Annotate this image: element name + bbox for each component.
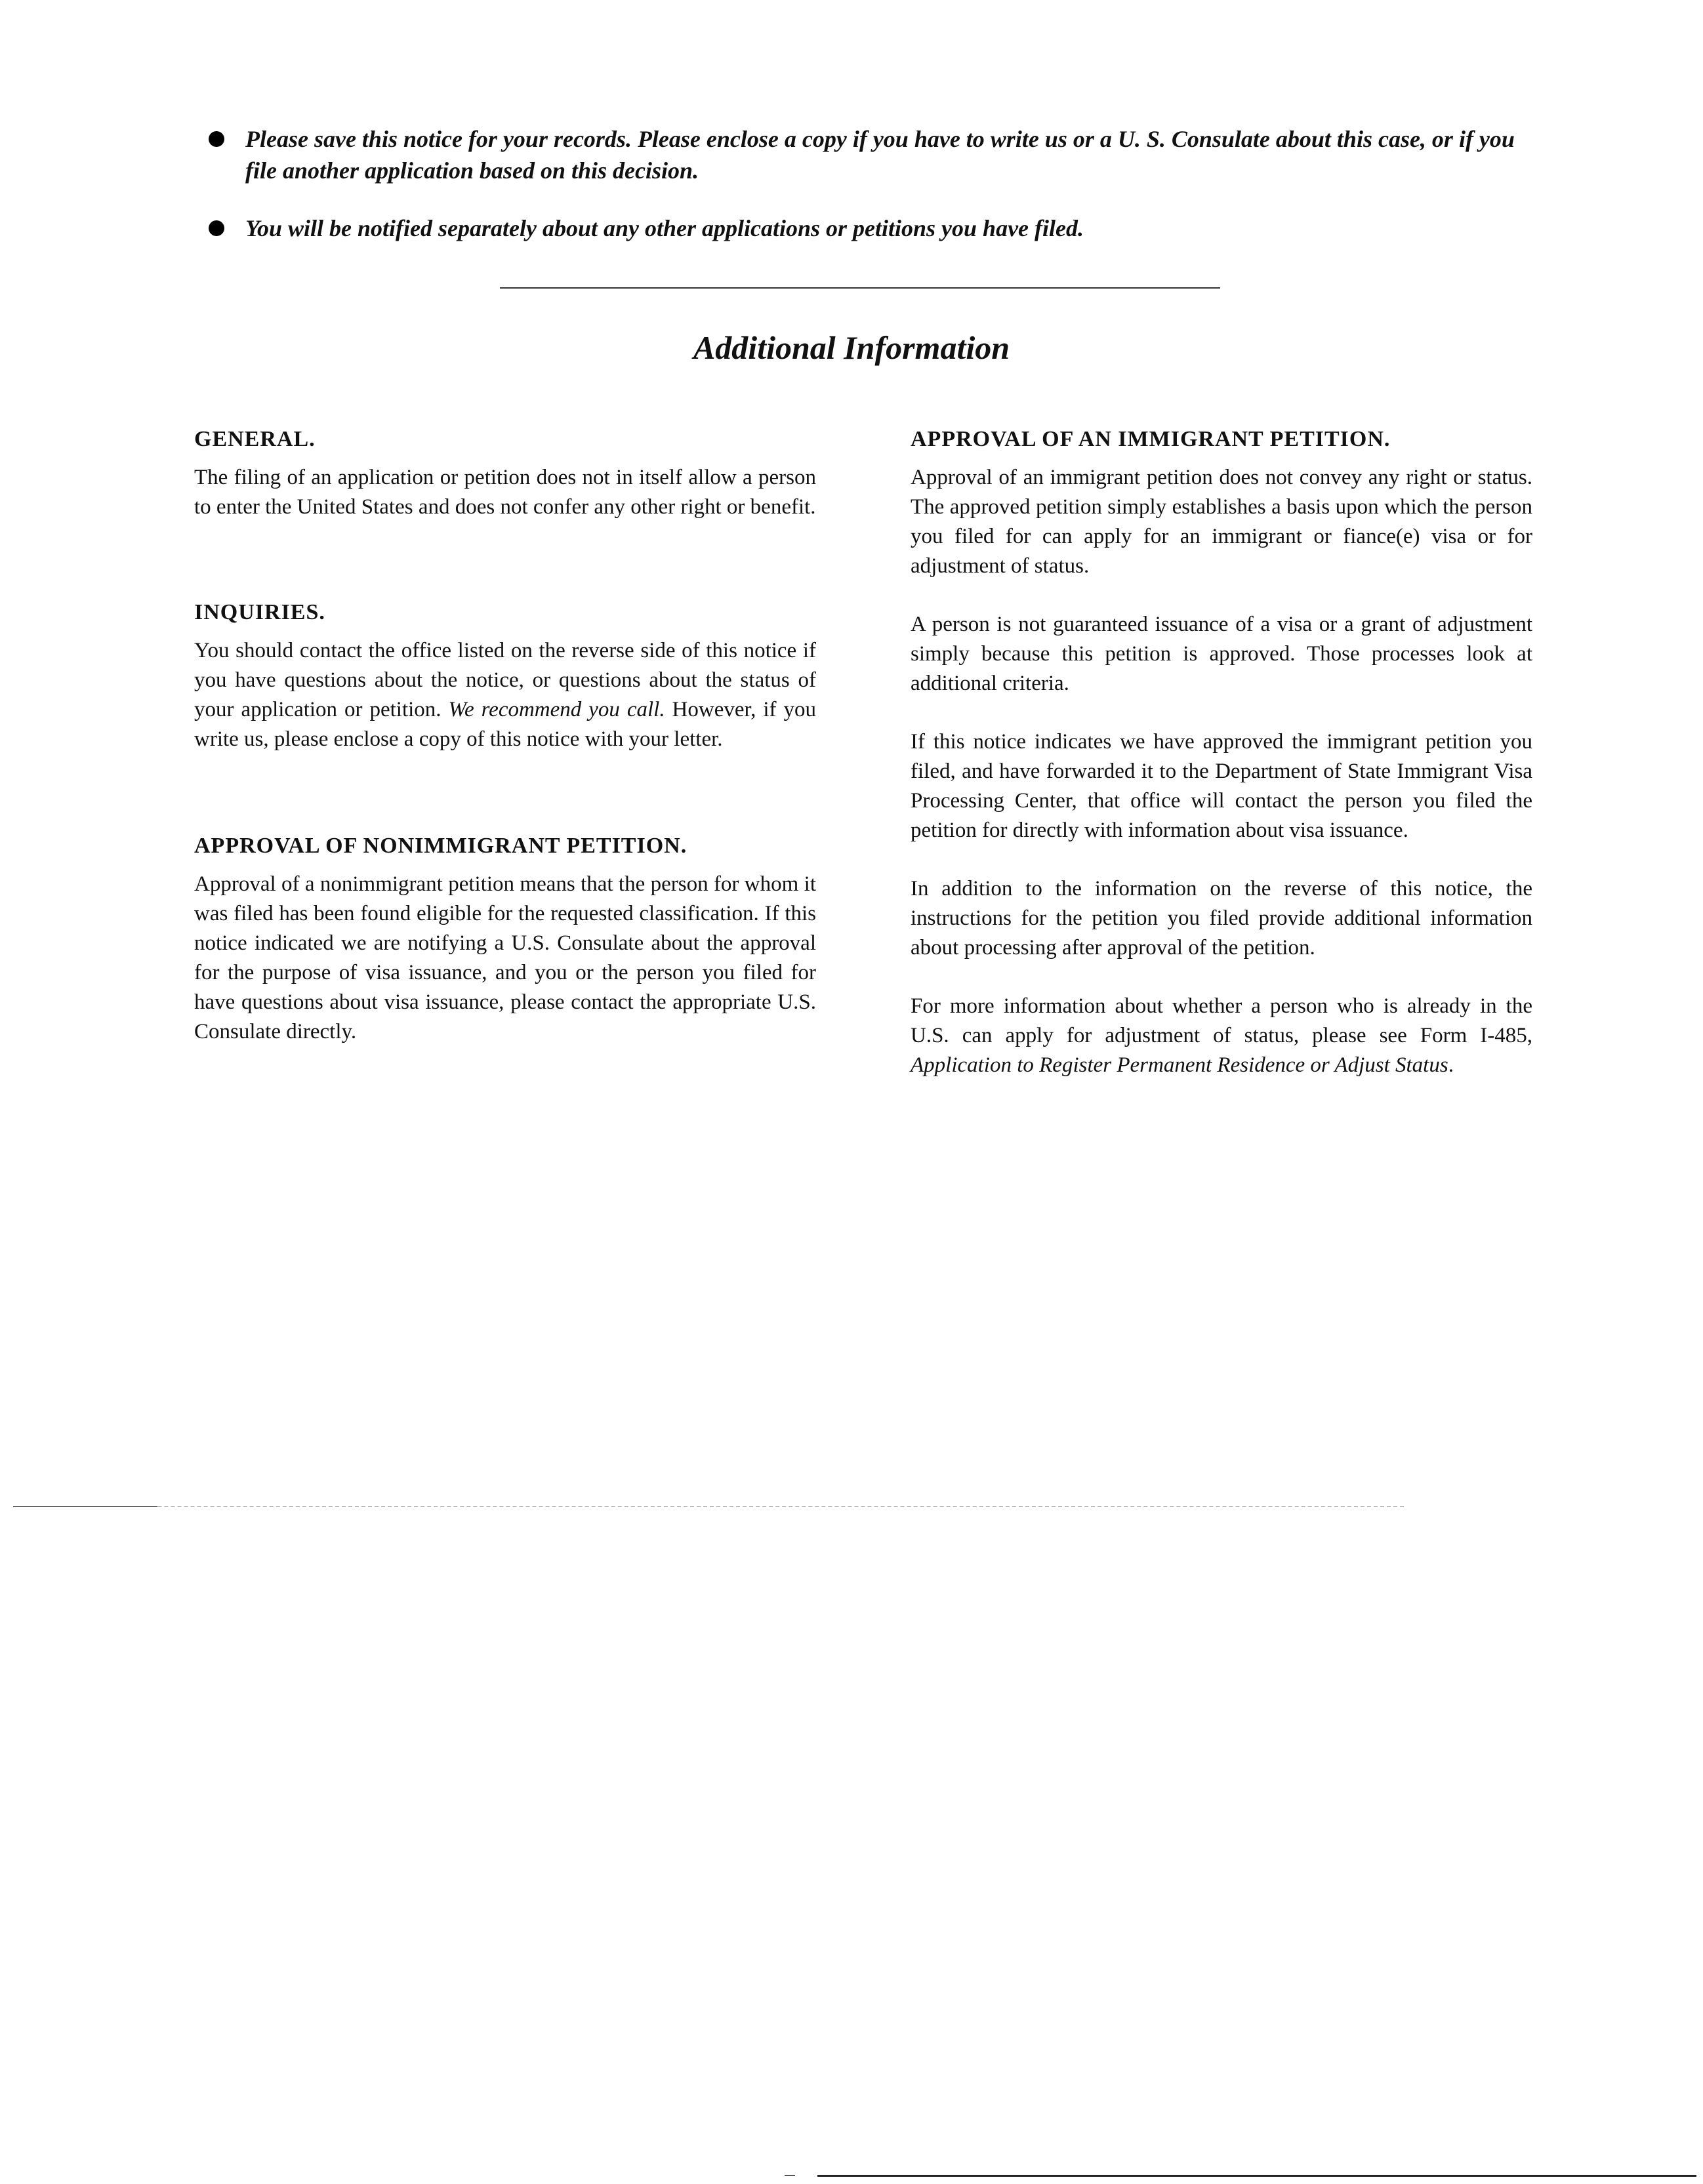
immigrant-paragraph-3: If this notice indicates we have approved the immigrant petition you filed, and have forwarded it to the Department of State Immigrant Visa Processing Center, that office will contact the person you filed the petition for directly with information about visa issuance. bbox=[911, 730, 1532, 842]
immigrant-title: APPROVAL OF AN IMMIGRANT PETITION. bbox=[911, 427, 1391, 451]
section-heading: Additional Information bbox=[693, 329, 1010, 366]
bullet-notified-separately bbox=[203, 212, 1515, 244]
divider-rule bbox=[500, 287, 1220, 289]
immigrant-paragraph-2: A person is not guaranteed issuance of a visa or a grant of adjustment simply because this petition is approved. Those processes look at additional criteria. bbox=[911, 613, 1532, 695]
immigrant-paragraph-5: For more information about whether a person who is already in the U.S. can apply for adjustment of status, please see Form I-485, Application to Register Permanent Residence or Adjust Status. bbox=[911, 994, 1532, 1077]
immigrant-paragraph-1: Approval of an immigrant petition does not convey any right or status. The approved petition simply establishes a basis upon which the person you filed for can apply for an immigrant or fiance(e) visa or for adjustment of status. bbox=[911, 466, 1532, 578]
inquiries-text: You should contact the office listed on the reverse side of this notice if you have questions about the notice, or questions about the status of your application or petition. We recommend you call. However, if you write us, please enclose a copy of this notice with your letter. bbox=[194, 639, 816, 751]
scan-artifact-line bbox=[13, 1506, 157, 1507]
left-column bbox=[194, 425, 816, 1047]
nonimmigrant-title: APPROVAL OF NONIMMIGRANT PETITION. bbox=[194, 834, 687, 858]
bullet-save-notice bbox=[203, 123, 1515, 186]
bullet-dot-icon bbox=[209, 131, 224, 147]
right-column bbox=[911, 425, 1532, 1080]
bottom-rule bbox=[817, 2175, 1696, 2177]
scan-artifact-line bbox=[13, 1506, 1404, 1507]
inquiries-title: INQUIRIES. bbox=[194, 600, 325, 624]
general-title: GENERAL. bbox=[194, 427, 316, 451]
general-text: The filing of an application or petition does not in itself allow a person to enter the United States and does not confer any other right or benefit. bbox=[194, 466, 816, 519]
bullet-text: You will be notified separately about any other applications or petitions you have filed. bbox=[245, 215, 1084, 241]
bullet-text: Please save this notice for your records. Please enclose a copy if you have to write us or a U. S. Consulate about this case, or if you file another application based on this decision. bbox=[245, 126, 1515, 184]
notice-bullets bbox=[203, 123, 1515, 270]
immigrant-paragraph-4: In addition to the information on the reverse of this notice, the instructions for the petition you filed provide additional information about processing after approval of the petition. bbox=[911, 877, 1532, 960]
bullet-dot-icon bbox=[209, 220, 224, 236]
nonimmigrant-text: Approval of a nonimmigrant petition means that the person for whom it was filed has been found eligible for the requested classification. If this notice indicated we are notifying a U.S. Consulate about the approval for the purpose of visa issuance, and you or the person you filed for have questions about visa issuance, please contact the appropriate U.S. Consulate directly. bbox=[194, 872, 816, 1043]
bottom-tick bbox=[785, 2175, 795, 2176]
